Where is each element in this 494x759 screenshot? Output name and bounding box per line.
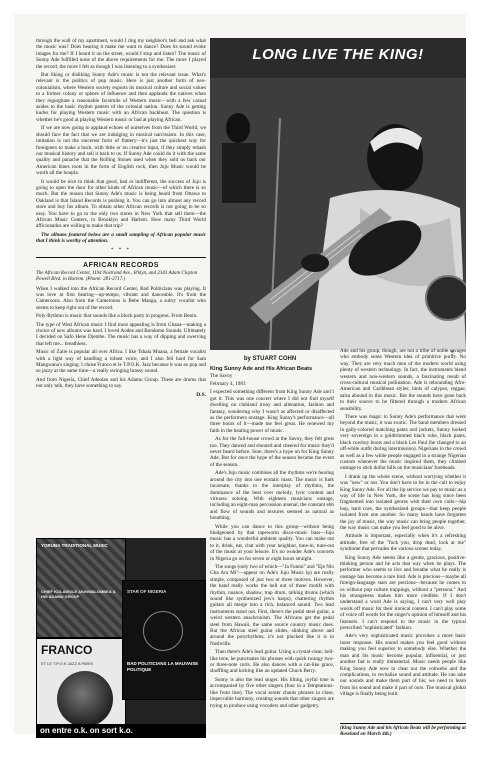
album-title: YORUBA TRADITIONAL MUSIC xyxy=(41,543,108,548)
album-cover-bad-politicians xyxy=(122,580,206,700)
performers-image xyxy=(210,38,466,350)
caption-divider xyxy=(340,723,466,724)
album-collage xyxy=(36,538,206,738)
album-cover-yoruba xyxy=(36,538,126,638)
record-review: And from Nigeria, Chief Adeolan and his Adamu Group. These are drums that not only talk, they have something to say. xyxy=(36,376,206,390)
record-reviews xyxy=(36,286,206,390)
author-initials: D.S. xyxy=(196,391,206,398)
review-venue: The Savoy xyxy=(210,372,233,379)
divider xyxy=(36,257,206,258)
review-paragraph: There was magic in Sunny Ade's performance that went beyond the music, it was exotic. The band members dressed in gaily-colored matching pants and jackets, Sunny looked very sovereign in a goldtrimmed black robe, black pants, black cowboy boots and a black Les Paul (he changed to an off-white outfit during intermission). Nigerians in the crowd as well as a few white people engaged in a strange Nigerian custom whenever the music inspired them, they climbed onstage to stick dollar bills on the musicians' foreheads. xyxy=(340,414,466,472)
store-address: The African Record Center, 1194 Nostrand Ave., B'klyn, and 2343 Adam Clayton Powell Blvd. in Harlem. (Phone: 281-2717.) xyxy=(36,270,198,282)
review-column-1 xyxy=(210,366,334,711)
review-date: February 4, 1983 xyxy=(210,381,246,387)
review-text xyxy=(340,348,466,698)
albums-note: The albums featured below are a small sampling of African popular music that I think is worthy of attention. xyxy=(36,231,206,245)
record-review: Poly-Rythmo is music that sounds like a block party in progress. From Benin. xyxy=(36,313,198,320)
essay-text xyxy=(36,38,206,245)
essay-paragraph: If we are now going to applaud echoes of ourselves from the Third World, we should face the fact that we are indulging in musical narcissism. In this case, imitation is not the sincerest form of flattery—it's just the quickest way for foreigners to make a buck, with little or no creative input, if they simply rehash our musical history and sell it back to us. If Sunny Ade could do it with the same quality and panache that the Rolling Stones used when they sold us back our American blues roots in the form of English rock, then Juju Music would be worth all the hoopla. xyxy=(36,125,206,177)
review-paragraph: Ade's very sophisticated music provokes a more basic inner response. His sound makes you feel good without making you feel superior to somebody else. Whether the man and his music become popular, influential, or just another fad is really immaterial. Music needs people like King Sunny Ade now to clear out the cobwebs and the complications, to revitalize sound and attitude. He can take our sounds and make them part of his; we need to learn from his sound and make it part of ours. The musical global village is finally being built. xyxy=(340,633,466,698)
section-stars: * * * xyxy=(111,247,131,253)
record-review: When I walked into the African Record Center, Bad Politicians was playing. It was love at first hearing—up-tempo, vibrant and danceable. It's from the Cameroons. Also from the Cameroons is Bebe Manga, a sultry vocalist who seems to keep right out of the record. xyxy=(36,285,206,311)
essay-paragraph: through the wall of my apartment, would I ring my neighbor's bell and ask what the music was? Does hearing it make me want to dance? Does its sound evoke images for me? If I heard it on the street, would I stop and listen? The music of Sunny Ade fulfilled none of the above requirements for me. The more I played the record, the more I felt as though I was listening to a synthesizer. xyxy=(36,38,206,70)
review-paragraph: The songs (only two of which—"Ja Funmi" and "Eje Nlo Gba Ara Mi"—appear on Ade's Juju Music lp) are really simple, composed of just two or three motives. However, the band really works the hell out of those motifs with rhythm, nuance, shadow, trap drum, talking drums (which sound like synthesized jew's harps), chattering rhythm guitars all merge into a rich, balanced sound. Two lead instruments stand out. First, there's the pedal steel guitar, a weird western anachronism. The Africans get the pedal steel from Hawaii, the same source country music does. But the African steel guitar slides, slinking above and around the polyrhythms; it's not plucked like it is in Nashville. xyxy=(210,563,334,647)
record-review: Music of Zaire is popular all over Africa. I like Tshala Muana, a female vocalist with a light way of handling a robust voice, and I also fell hard for Sam Mangwana's singing. I chose Franco et le T.P.O.K. Jazz because it was so pop and so jazzy at the same time—a really swinging brassy sound. xyxy=(36,349,207,375)
review-paragraph: I drank up the whole scene, without worrying whether it was "new" or not. You don't have to be in the cult to enjoy King Sunny Ade. For all the lip service we pay to music as a way of life in New York, the scene has long since been fragmented into isolated genres with their own cults—hip hop, hard core, the synthesized groups—that keep people isolated from one another. So many bands have forgotten the joy of music, the way music can bring people together, the way music can make you feel good to be alive. xyxy=(340,473,466,531)
review-title: King Sunny Ade and His African Beats xyxy=(210,366,313,372)
review-paragraph: I expected something different from King Sunny Ade and I got it. This was one concert where I did not find myself dwelling on clubland irony and alienation, fashion and fantasy, wondering why I wasn't as affected or disaffected as the performers onstage. King Sunny's performance—all three hours of it—made me feel great. He renewed my faith in the healing power of music. xyxy=(210,389,334,434)
essay-paragraph: It would be nice to think that good, bad or indifferent, the success of Juju is going to open the door for other kinds of African music—of which there is so much. But the reason that Sunny Ade's music is being heard from Ottawa to Oakland is that Island Records is pushing it. You can go into almost any record store and buy his album. To obtain other African records is not going to be so easy. You have to go to the only two stores in New York that sell them—the African Music Centers, in Brooklyn and Harlem. How many Third World afficionados are willing to make that trip? xyxy=(36,178,206,230)
byline: by STUART COHN xyxy=(243,356,297,362)
article-headline: LONG LIVE THE KING! xyxy=(252,46,424,63)
review-paragraph: King Sunny Ade seems like a gentle, gracious, positive-thinking person and he acts that way when he plays. The performer who seems to live and breathe what he really is onstage has become a rare bird. Ade is precious—maybe all foreign-language stars are precious—because he comes to us without pop culture trappings, without a "persona." And his strangeness makes him more credible. If I don't understand a word Ade is saying, I can't very well play words off music for their ironical content. I can't play some of voice off words for the singer's opinion of himself and his listeners. I can't respond to the music in the typical prescribed "sophisticated" fashion. xyxy=(340,554,466,632)
record-review: The type of West African music I find most appealing is from Ghana—making a choice of new albums was hard. I loved Aodee and Bondome Sounds. Ultimately I decided on Safo Hene Djembe. The music has a way of dipping and swerving that left me... breathless. xyxy=(36,321,206,347)
review-column-2 xyxy=(340,348,466,700)
album-band: BAD POLITICIANS LA MAUVAISE POLITIQUE xyxy=(127,661,199,672)
review-paragraph: Ade's Juju music combines all the rhythms we're hearing around the city into one ecstatic mass. The music is funk incarnate, thanks to the interplay of rhythms, the dominance of the beat over melody, lyric content and virtuoso soloing. With eighteen musicians onstage, including an eight-man percussion arsenal, the constant ebb and flow of sounds and textures seemed as natural as breathing. xyxy=(210,470,334,522)
review-paragraph: As for the full-house crowd at the Savoy, they felt great too. They danced and shouted and cheered for music they'd never heard before. Sure, there's a hype on for King Sunny Ade. But for once the hype of the season became the event of the season. xyxy=(210,436,334,468)
review-paragraph: Sunny is also the lead singer. His lilting, joyful tone is accompanied by five other singers (four in a Temptations-like front line). The vocal sexter chants phrases in close, impeccable harmony, creating sounds that other singers are trying to produce using vocoders and other gadgetry. xyxy=(210,676,334,709)
star-emblem-icon xyxy=(143,611,183,651)
concert-photo xyxy=(210,38,466,350)
african-records-heading: AFRICAN RECORDS xyxy=(83,261,159,269)
review-text xyxy=(210,389,334,709)
review-paragraph: While you can dance to this group—without being bludgeoned by that tapeworm disco-music bass—Juju music has a wonderful ambient quality. You can make out to it, drink, eat, chat with your neighbor, tune-in, tune-out of the music at your leisure. It's no wonder Ade's concerts in Nigeria go on for seven or eight hours straight. xyxy=(210,523,334,562)
album-subtitle: ET LE T.P.O.K JAZZ A PARIS xyxy=(41,661,94,666)
portrait-image xyxy=(57,671,113,727)
album-cover-franco xyxy=(36,638,126,738)
review-paragraph: Then there's Ade's lead guitar. Using a crystal-clear, bell-like tone, he punctuates his phrases with quick twangy two- or three-note curls. He also dances with a cat-like grace, shuffling and kicking like an updated Chuck Berry. xyxy=(210,649,334,675)
album-title: FRANCO xyxy=(41,643,93,657)
review-paragraph: Ade and his group, though, are not a tribe of noble savages who embody some Western idea of primitive purity. No way. They are very much men of the modern world using plenty of western technology. In fact, the instruments blend western and non-western sounds, a fascinating result of cross-cultural musical pollination. Ade is rebounding Afro-American and Caribbean styles; hints of calypso, reggae, salsa abound in this music. But the sounds have gone back to their source to be filtered through a modern African sensibility. xyxy=(340,348,466,412)
magazine-page xyxy=(14,14,466,737)
review-paragraph: Attitude is important, especially when it's a refreshing attitude, free of the "fuck you, drop dead, look at me" syndrome that pervades the various scenes today. xyxy=(340,533,466,553)
essay-paragraph: But liking or disliking Sunny Ade's music is not the relevant issue. What's relevant is the politics of pop music. Here is just another form of neo-colonialism, where Western society exports its musical culture and social values to a former colony or sphere of influence and then applauds the natives when they regurgitate a reasonable facsimile of Western music—with a few casual asides to the basic rhythm pattern of the colonial nation. Sunny Ade is getting kudos for playing Western music with an African backbeat. The question is whether he's good at playing Western music or bad at playing African. xyxy=(36,72,206,123)
collage-footer: on entre o.k. on sort k.o. xyxy=(36,724,206,738)
performance-caption: (King Sunny Ade and his African Beats will be performing at Roseland on March 4th.) xyxy=(340,726,466,737)
album-artist: CHIEF KOLAWOLE AKINWALOMBEA & HIS ADAMU GROUP xyxy=(41,589,116,599)
left-column xyxy=(36,38,206,398)
album-title: STAR OF NIGERIA xyxy=(127,589,167,594)
